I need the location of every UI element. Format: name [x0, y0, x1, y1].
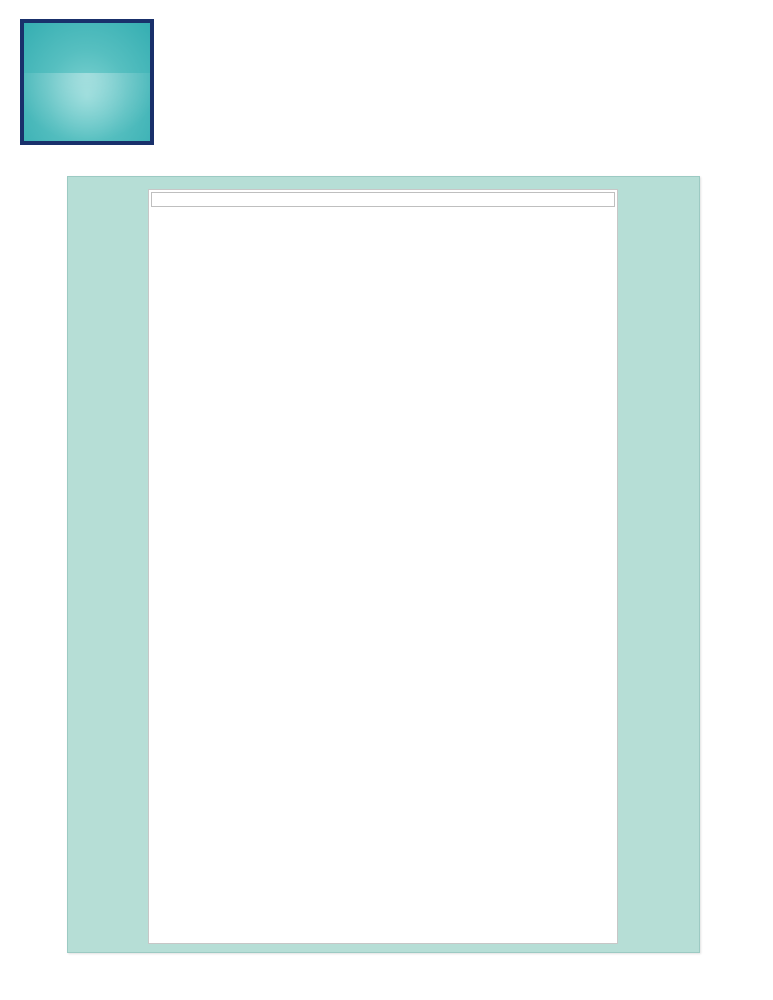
table-title	[151, 192, 615, 207]
speedy-study-guides-logo	[20, 19, 154, 145]
conversion-table-card	[148, 189, 618, 944]
logo-sheen	[20, 73, 154, 144]
